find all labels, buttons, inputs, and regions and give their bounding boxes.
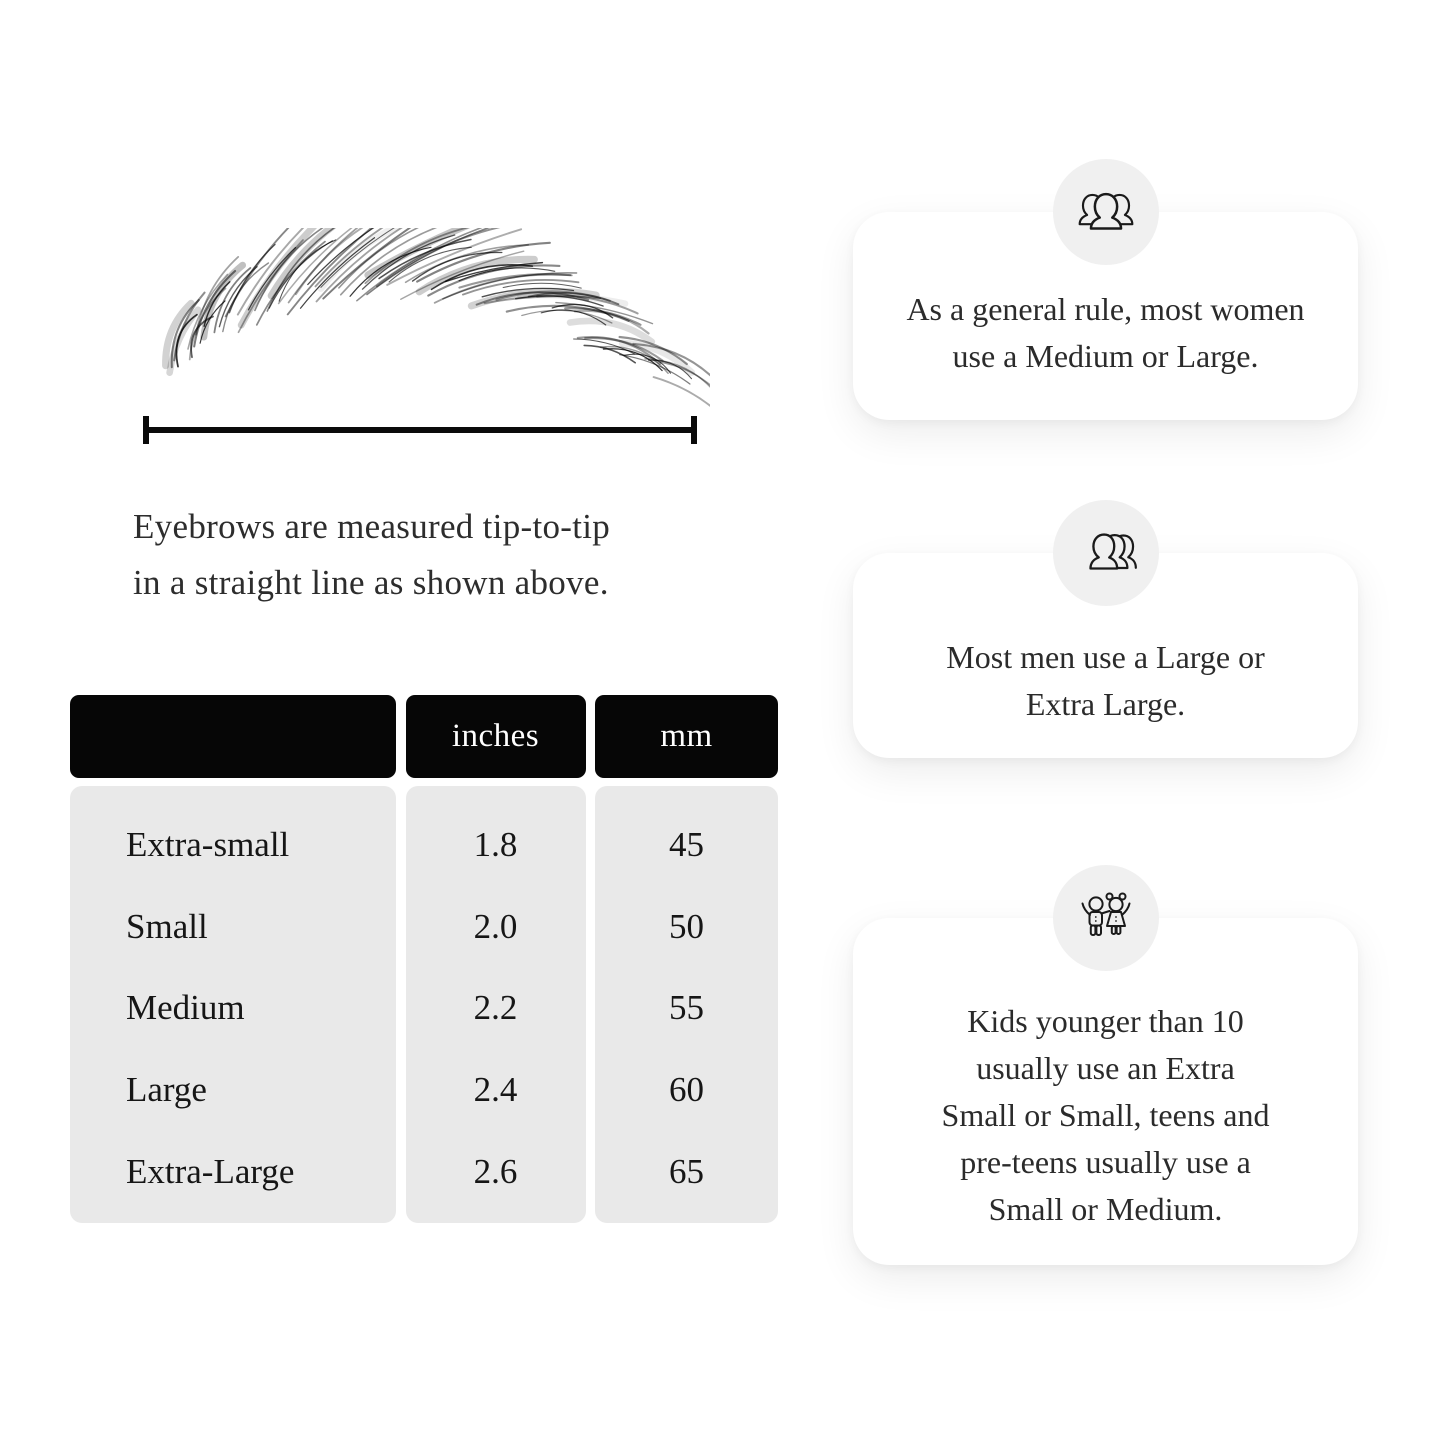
kids-info-card <box>853 918 1358 1265</box>
size-row-label: Extra-small <box>126 824 290 864</box>
men-group-icon <box>1075 525 1137 581</box>
women-group-icon <box>1075 184 1137 240</box>
text-line: usually use an Extra <box>976 1050 1235 1086</box>
header-cell-inches: inches <box>406 695 586 778</box>
size-row-inches: 1.8 <box>473 824 518 864</box>
card-text <box>942 998 1270 1233</box>
icon-badge <box>1053 865 1159 971</box>
size-row-inches: 2.0 <box>473 906 518 946</box>
size-row-inches: 2.4 <box>473 1070 518 1110</box>
size-table <box>70 695 778 1223</box>
eyebrow-illustration <box>110 228 710 450</box>
eyebrow-sketch-icon <box>110 228 710 450</box>
size-row-label: Medium <box>126 988 245 1028</box>
size-row-label: Extra-Large <box>126 1152 295 1192</box>
measurement-line-icon <box>146 416 694 444</box>
size-row-mm: 65 <box>669 1152 704 1192</box>
size-row-label: Large <box>126 1070 207 1110</box>
kids-icon <box>1074 889 1138 947</box>
text-line: Kids younger than 10 <box>967 1003 1244 1039</box>
text-line: Small or Small, teens and <box>941 1097 1270 1133</box>
mm-column <box>595 786 778 1223</box>
size-table-body <box>70 786 778 1223</box>
header-cell-mm: mm <box>595 695 778 778</box>
size-row-mm: 60 <box>669 1070 704 1110</box>
size-row-mm: 45 <box>669 824 704 864</box>
size-row-mm: 55 <box>669 988 704 1028</box>
text-line: As a general rule, most women <box>906 291 1305 327</box>
text-line: use a Medium or Large. <box>952 338 1259 374</box>
text-line: in a straight line as shown above. <box>133 563 609 602</box>
icon-badge <box>1053 159 1159 265</box>
card-text <box>946 634 1264 728</box>
size-row-mm: 50 <box>669 906 704 946</box>
size-row-inches: 2.2 <box>473 988 518 1028</box>
text-line: Extra Large. <box>1025 685 1186 722</box>
text-line: Most men use a Large or <box>946 638 1265 675</box>
men-info-card <box>853 553 1358 758</box>
size-row-label: Small <box>126 906 208 946</box>
measurement-caption <box>133 499 753 611</box>
women-info-card <box>853 212 1358 420</box>
size-row-inches: 2.6 <box>473 1152 518 1192</box>
text-line: Small or Medium. <box>988 1191 1223 1227</box>
size-label-column <box>70 786 396 1223</box>
text-line: pre-teens usually use a <box>960 1144 1251 1180</box>
size-table-header <box>70 695 778 778</box>
icon-badge <box>1053 500 1159 606</box>
card-text <box>906 286 1304 380</box>
text-line: Eyebrows are measured tip-to-tip <box>133 507 611 546</box>
header-cell-blank <box>70 695 396 778</box>
inches-column <box>406 786 586 1223</box>
